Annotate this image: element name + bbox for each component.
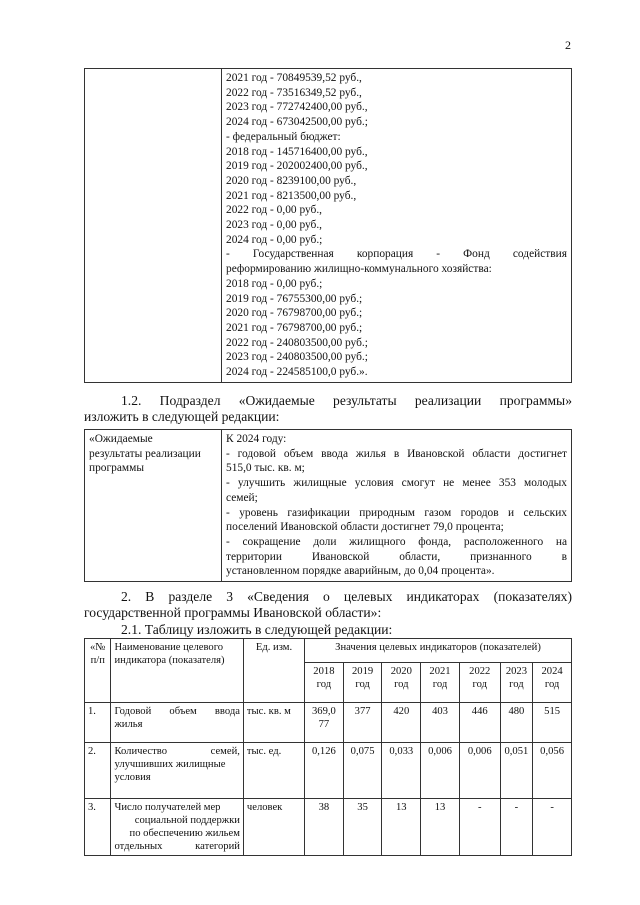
row-value: 35 xyxy=(343,799,382,856)
row-value: - xyxy=(459,799,500,856)
fund-heading: реформированию жилищно-коммунального хозяйства: xyxy=(226,263,492,276)
header-num-text: «№ xyxy=(90,642,106,653)
row-value: 13 xyxy=(382,799,421,856)
row-num: 2. xyxy=(85,743,111,799)
paragraph-1-2 xyxy=(84,393,572,425)
funding-line: 2022 год - 0,00 руб., xyxy=(226,204,323,217)
results-label: программы xyxy=(89,462,144,475)
fund-heading: - Государственная корпорация - Фонд содействия xyxy=(226,248,567,261)
fund-line: 2020 год - 76798700,00 руб.; xyxy=(226,307,363,320)
fund-line: 2022 год - 240803500,00 руб.; xyxy=(226,336,368,349)
results-table xyxy=(84,429,572,582)
row-unit: человек xyxy=(243,799,304,856)
page-number: 2 xyxy=(565,38,571,52)
row-name-line: Количество семей, xyxy=(114,746,240,757)
year-header: 2018 год xyxy=(305,663,344,703)
row-unit: тыс. кв. м xyxy=(243,703,304,743)
row-name-line: социальной поддержки xyxy=(134,815,240,826)
year-header: 2020 год xyxy=(382,663,421,703)
row-value: 420 xyxy=(382,703,421,743)
funding-line: 2022 год - 73516349,52 руб., xyxy=(226,86,362,99)
results-label: «Ожидаемые xyxy=(89,433,153,445)
row-name-line: условия xyxy=(114,772,151,783)
row-value: 0,006 xyxy=(459,743,500,799)
results-item: поселений Ивановской области достигнет 79,0 процента; xyxy=(226,521,504,534)
row-value: 0,126 xyxy=(305,743,344,799)
results-item: - улучшить жилищные условия смогут не менее 353 молодых xyxy=(226,477,567,490)
row-value: 480 xyxy=(500,703,533,743)
results-item: территории Ивановской области, признанного в xyxy=(226,550,567,563)
row-value: 38 xyxy=(305,799,344,856)
funding-table xyxy=(84,68,572,383)
row-name-line: улучшивших жилищные xyxy=(114,759,226,770)
row-name-line: Число получателей мер xyxy=(114,802,221,813)
paragraph-2 xyxy=(84,589,572,621)
row-value: - xyxy=(500,799,533,856)
row-name-line: отдельных категорий xyxy=(114,841,240,852)
results-item: - годовой объем ввода жилья в Ивановской области достигнет xyxy=(226,447,567,460)
row-value: 369,0 77 xyxy=(305,703,344,743)
year-header: 2021 год xyxy=(421,663,460,703)
table-row xyxy=(85,743,572,799)
results-intro: К 2024 году: xyxy=(226,433,287,445)
funding-line: 2019 год - 202002400,00 руб., xyxy=(226,160,368,173)
row-name-line: жилья xyxy=(114,719,143,730)
header-unit: Ед. изм. xyxy=(243,639,304,703)
paragraph-2-1-text: 2.1. Таблицу изложить в следующей редакции: xyxy=(121,622,393,637)
year-header: 2022 год xyxy=(459,663,500,703)
row-num: 3. xyxy=(85,799,111,856)
row-value: - xyxy=(533,799,572,856)
row-value: 0,075 xyxy=(343,743,382,799)
funding-label-cell xyxy=(85,69,222,383)
header-values: Значения целевых индикаторов (показателей) xyxy=(305,639,572,663)
funding-line: 2020 год - 8239100,00 руб., xyxy=(226,174,357,187)
results-label: результаты реализации xyxy=(89,447,201,460)
header-num xyxy=(85,639,111,703)
header-name: Наименование целевого индикатора (показателя) xyxy=(111,639,243,703)
results-item: - сокращение доли жилищного фонда, расположенного на xyxy=(226,535,567,548)
year-header: 2019 год xyxy=(343,663,382,703)
row-name-line: по обеспечению жильем xyxy=(129,828,240,839)
paragraph-2-1 xyxy=(84,622,572,638)
funding-line: 2023 год - 0,00 руб., xyxy=(226,219,323,232)
funding-line: 2023 год - 772742400,00 руб., xyxy=(226,101,368,114)
results-item: - уровень газификации природным газом городов и сельских xyxy=(226,506,567,519)
row-value: 0,056 xyxy=(533,743,572,799)
row-value: 0,033 xyxy=(382,743,421,799)
paragraph-2-line1: 2. В разделе 3 «Сведения о целевых индикаторах (показателях) xyxy=(121,589,572,604)
results-text-cell xyxy=(222,430,572,582)
fund-line: 2018 год - 0,00 руб.; xyxy=(226,277,323,290)
indicators-table xyxy=(84,638,572,856)
row-name xyxy=(111,743,243,799)
row-value: 0,051 xyxy=(500,743,533,799)
funding-line: 2024 год - 673042500,00 руб.; xyxy=(226,116,368,129)
row-value: 13 xyxy=(421,799,460,856)
row-unit: тыс. ед. xyxy=(243,743,304,799)
row-value: 0,006 xyxy=(421,743,460,799)
paragraph-1-2-line1: 1.2. Подраздел «Ожидаемые результаты реализации программы» xyxy=(121,393,572,408)
fund-line: 2023 год - 240803500,00 руб.; xyxy=(226,351,368,364)
header-num-text: п/п xyxy=(90,655,105,666)
year-header: 2023 год xyxy=(500,663,533,703)
results-item: 515,0 тыс. кв. м; xyxy=(226,462,305,475)
funding-line: 2021 год - 8213500,00 руб., xyxy=(226,189,357,202)
table-row xyxy=(85,799,572,856)
table-row xyxy=(85,703,572,743)
row-value: 446 xyxy=(459,703,500,743)
fund-line: 2021 год - 76798700,00 руб.; xyxy=(226,321,363,334)
year-header: 2024 год xyxy=(533,663,572,703)
funding-line: 2024 год - 0,00 руб.; xyxy=(226,233,323,246)
results-item: семей; xyxy=(226,491,258,504)
paragraph-2-line2: государственной программы Ивановской области»: xyxy=(84,605,382,620)
row-num: 1. xyxy=(85,703,111,743)
results-item: установленном порядке аварийным, до 0,04 процента». xyxy=(226,565,495,578)
row-name xyxy=(111,703,243,743)
funding-line: 2018 год - 145716400,00 руб., xyxy=(226,145,368,158)
fund-line: 2019 год - 76755300,00 руб.; xyxy=(226,292,363,305)
funding-line: 2021 год - 70849539,52 руб., xyxy=(226,72,362,84)
funding-line: - федеральный бюджет: xyxy=(226,130,341,143)
row-value: 403 xyxy=(421,703,460,743)
row-name xyxy=(111,799,243,856)
results-label-cell xyxy=(85,430,222,582)
row-value: 377 xyxy=(343,703,382,743)
paragraph-1-2-line2: изложить в следующей редакции: xyxy=(84,409,280,424)
row-value: 515 xyxy=(533,703,572,743)
row-name-line: Годовой объем ввода xyxy=(114,706,240,717)
fund-line: 2024 год - 224585100,0 руб.». xyxy=(226,366,368,379)
funding-values-cell xyxy=(222,69,572,383)
